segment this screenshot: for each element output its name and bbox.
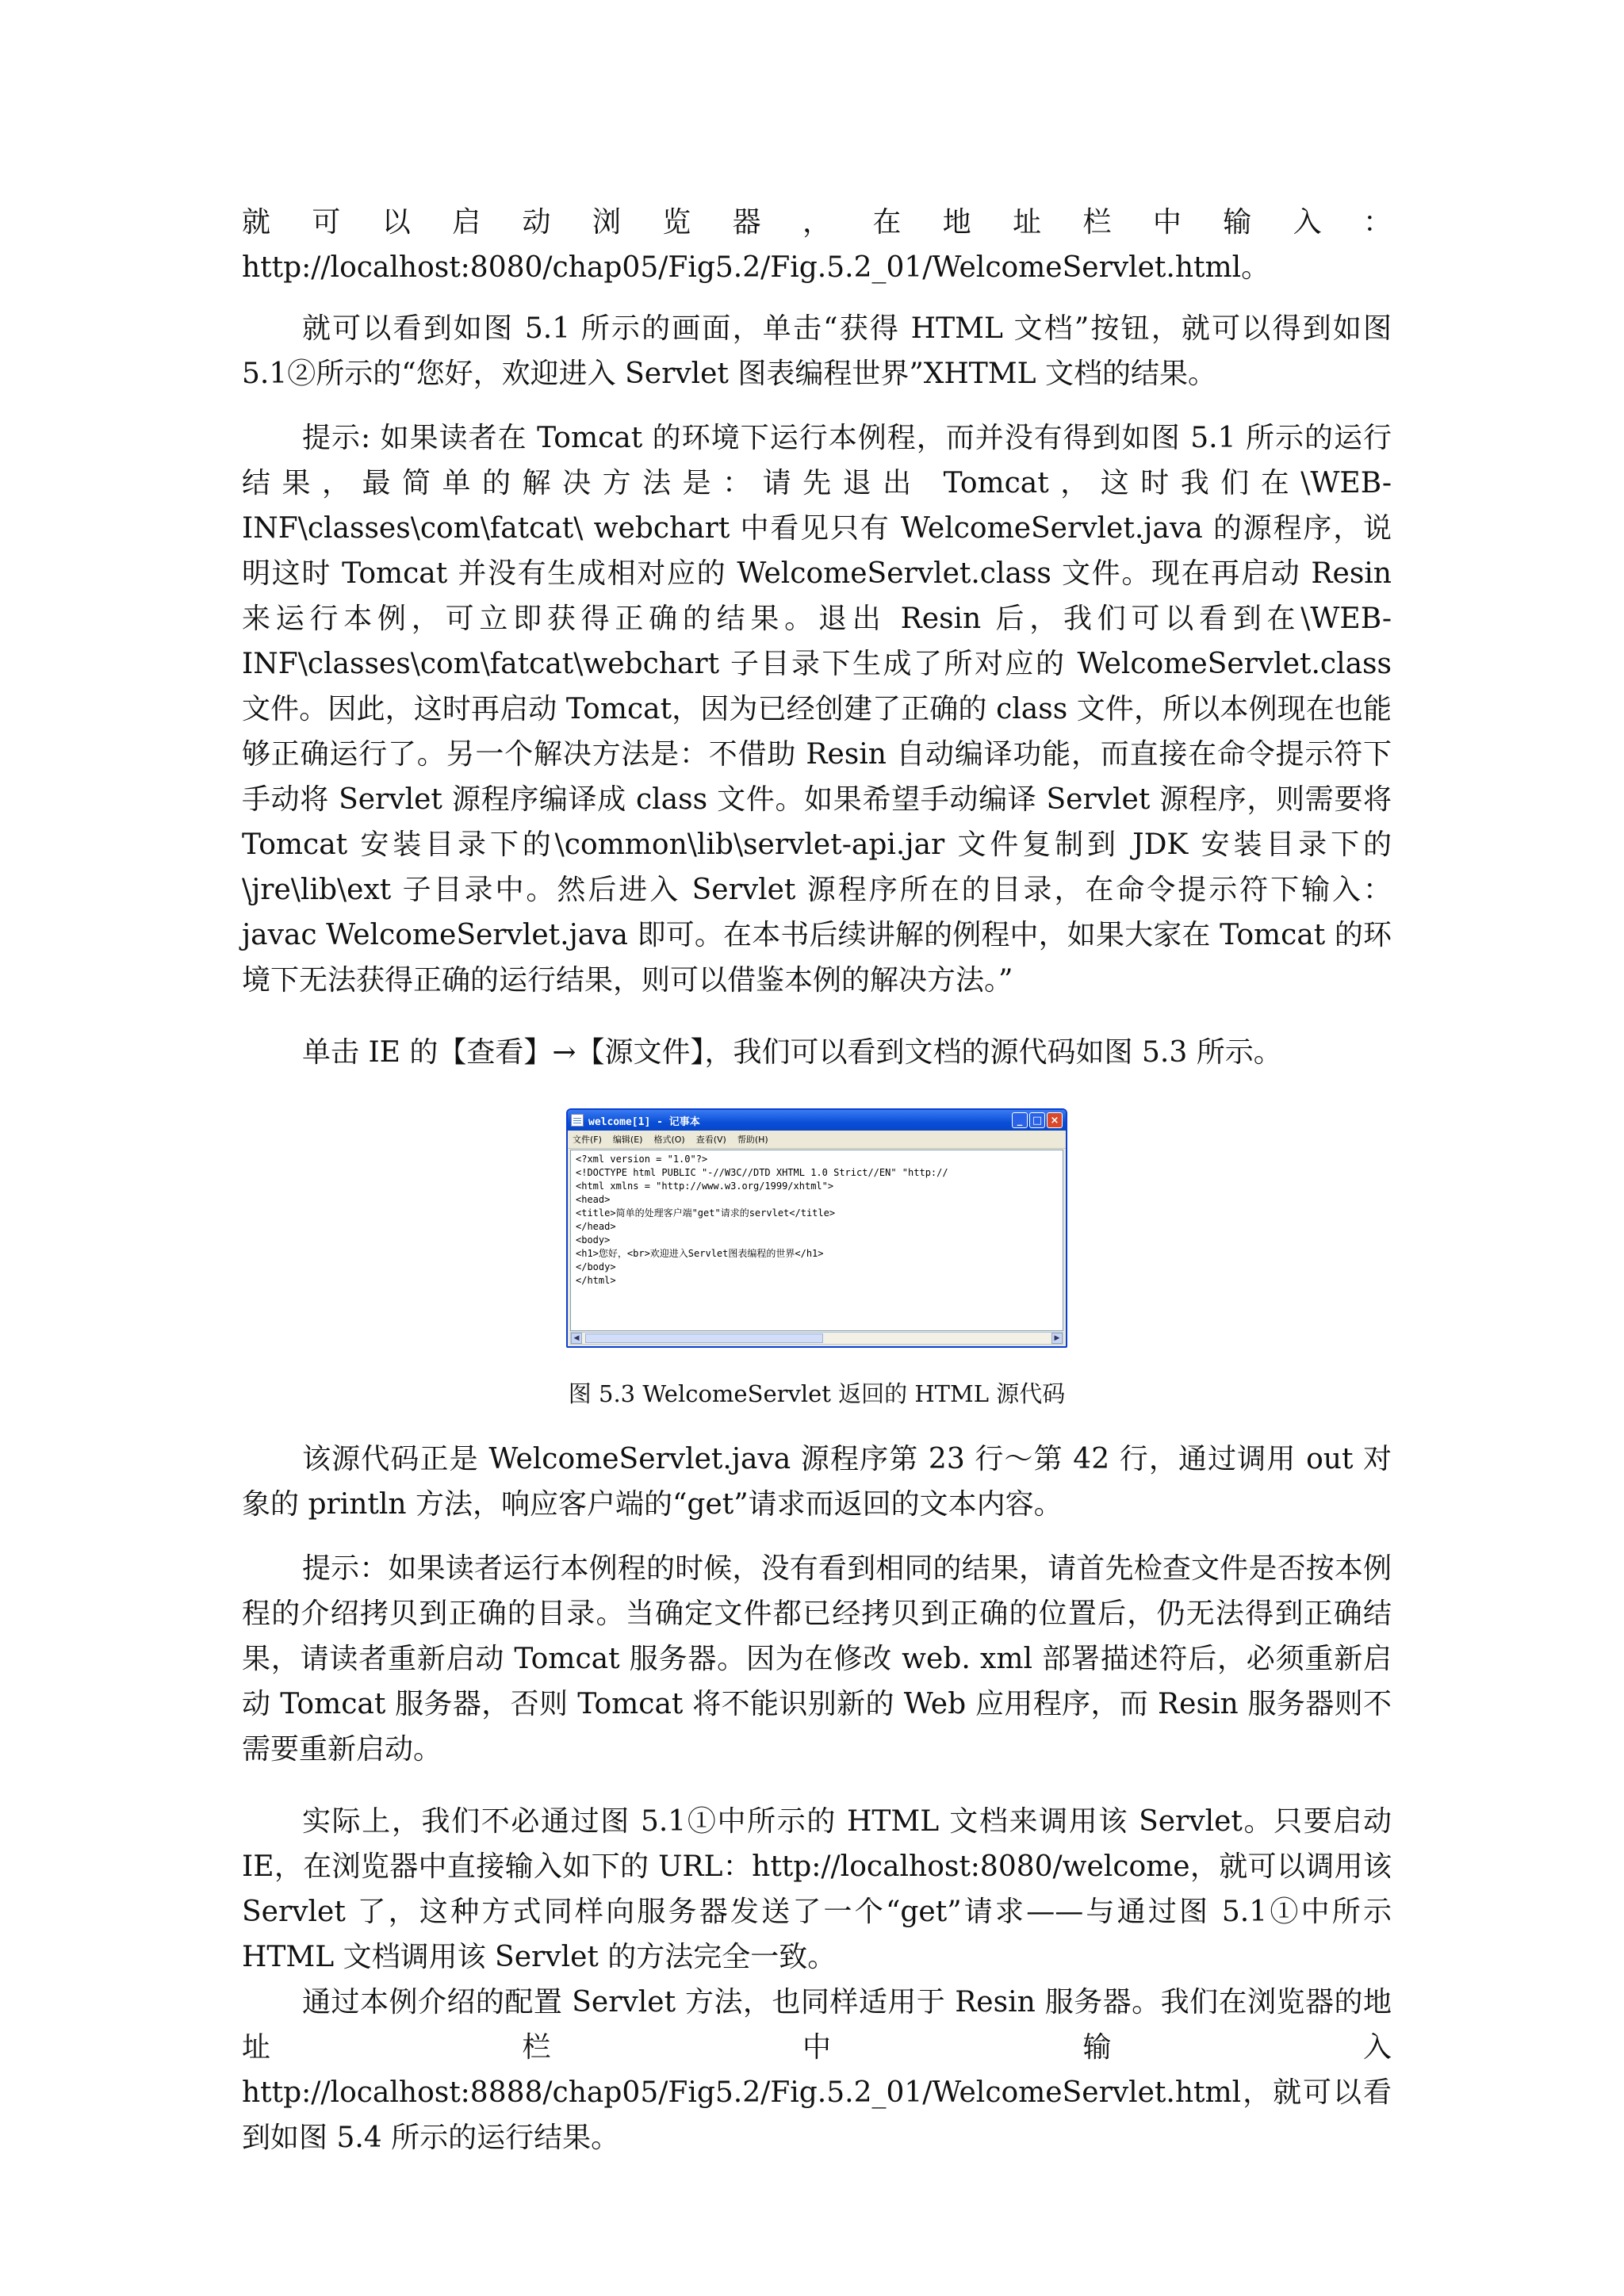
figure-caption: 图 5.3 WelcomeServlet 返回的 HTML 源代码 <box>568 1380 1066 1407</box>
notepad-menubar <box>568 1131 1066 1149</box>
window-title: welcome[1] - 记事本 <box>588 1115 700 1128</box>
paragraph-5: 实际上，我们不必通过图 5.1①中所示的 HTML 文档来调用该 Servlet。只要启动 IE，在浏览器中直接输入如下的 URL：http://localhost:8080/welcome，就可以调用该 Servlet 了，这种方式同样向服务器发送了一个“get”请求——与通过图 5.1①中所示 HTML 文档调用该 Servlet 的方法完全一致。 <box>242 1805 1392 1973</box>
paragraph-6: 通过本例介绍的配置 Servlet 方法，也同样适用于 Resin 服务器。我们在浏览器的地址栏中输入 http://localhost:8888/chap05/Fig5.2/Fig.5.2_01/WelcomeServlet.html，就可以看到如图 5.4 所示的运行结果。 <box>242 1986 1392 2154</box>
document-page <box>242 200 1392 2160</box>
paragraph-4: 该源代码正是 WelcomeServlet.java 源程序第 23 行～第 42 行，通过调用 out 对象的 println 方法，响应客户端的“get”请求而返回的文本内容。 <box>242 1443 1392 1521</box>
menu-format: 格式(O) <box>653 1135 685 1145</box>
paragraph-1: 就可以启动浏览器，在地址栏中输入：http://localhost:8080/chap05/Fig5.2/Fig.5.2_01/WelcomeServlet.html。 <box>242 206 1392 284</box>
menu-file: 文件(F) <box>573 1135 602 1145</box>
menu-edit: 编辑(E) <box>612 1135 643 1145</box>
scroll-left-icon: ◀ <box>571 1333 582 1344</box>
scroll-thumb <box>585 1334 823 1343</box>
paragraph-2: 就可以看到如图 5.1 所示的画面，单击“获得 HTML 文档”按钮，就可以得到如图 5.1②所示的“您好，欢迎进入 Servlet 图表编程世界”XHTML 文档的结果。 <box>242 312 1392 390</box>
minimize-icon: _ <box>1012 1112 1028 1128</box>
notepad-screenshot <box>566 1108 1067 1348</box>
hint-2: 提示：如果读者运行本例程的时候，没有看到相同的结果，请首先检查文件是否按本例程的介绍拷贝到正确的目录。当确定文件都已经拷贝到正确的位置后，仍无法得到正确结果，请读者重新启动 Tomcat 服务器。因为在修改 web. xml 部署描述符后，必须重新启动 Tomcat 服务器，否则 Tomcat 将不能识别新的 Web 应用程序，而 Resin 服务器则不需要重新启动。 <box>242 1552 1392 1766</box>
notepad-icon <box>571 1114 584 1127</box>
source-code-text: <?xml version = "1.0"?> <!DOCTYPE html PUBLIC "-//W3C//DTD XHTML 1.0 Strict//EN" "http:// <html xmlns = "http://www.w3.org/1999/xhtml"> <head> <title>简单的处理客户端"get"请求的servlet</title> </head> <body> <h1>您好，<br>欢迎进入Servlet图表编程的世界</h1> </body> </html> <box>570 1150 1063 1331</box>
menu-view: 查看(V) <box>695 1135 726 1145</box>
maximize-icon: □ <box>1029 1112 1045 1128</box>
hint-1: 提示: 如果读者在 Tomcat 的环境下运行本例程，而并没有得到如图 5.1 所示的运行结果，最简单的解决方法是：请先退出 Tomcat，这时我们在\WEB-INF\classes\com\fatcat\ webchart 中看见只有 WelcomeServlet.java 的源程序，说明这时 Tomcat 并没有生成相对应的 WelcomeServlet.class 文件。现在再启动 Resin 来运行本例，可立即获得正确的结果。退出 Resin 后，我们可以看到在\WEB-INF\classes\com\fatcat\webchart 子目录下生成了所对应的 WelcomeServlet.class 文件。因此，这时再启动 Tomcat，因为已经创建了正确的 class 文件，所以本例现在也能够正确运行了。另一个解决方法是：不借助 Resin 自动编译功能，而直接在命令提示符下手动将 Servlet 源程序编译成 class 文件。如果希望手动编译 Servlet 源程序，则需要将 Tomcat 安装目录下的\common\lib\servlet-api.jar 文件复制到 JDK 安装目录下的\jre\lib\ext 子目录中。然后进入 Servlet 源程序所在的目录，在命令提示符下输入：javac WelcomeServlet.java 即可。在本书后续讲解的例程中，如果大家在 Tomcat 的环境下无法获得正确的运行结果，则可以借鉴本例的解决方法。” <box>242 422 1392 997</box>
notepad-titlebar <box>568 1110 1066 1131</box>
close-icon: × <box>1047 1112 1063 1128</box>
horizontal-scrollbar <box>570 1332 1063 1345</box>
paragraph-3: 单击 IE 的【查看】→【源文件】，我们可以看到文档的源代码如图 5.3 所示。 <box>302 1036 1282 1069</box>
scroll-right-icon: ▶ <box>1051 1333 1063 1344</box>
menu-help: 帮助(H) <box>737 1135 768 1145</box>
